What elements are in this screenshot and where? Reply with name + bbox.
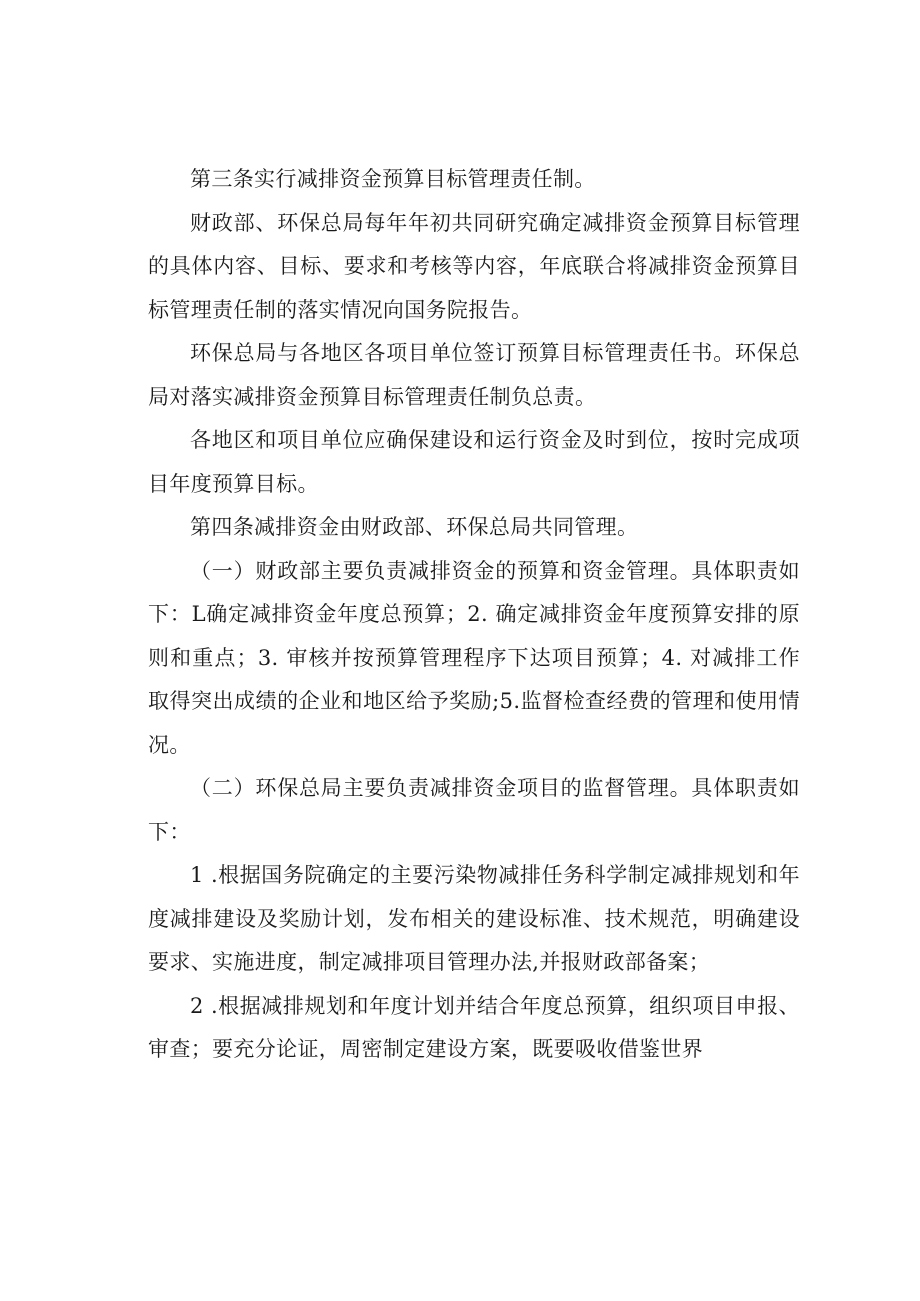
article-3-heading: 第三条实行减排资金预算目标管理责任制。 xyxy=(190,167,596,191)
paragraph-ministry-of-finance-duties: （一）财政部主要负责减排资金的预算和资金管理。具体职责如下：L确定减排资金年度总预算；2. 确定减排资金年度预算安排的原则和重点；3. 审核并按预算管理程序下达项目预算；4. 对减排工作取得突出成绩的企业和地区给予奖励;5.监督检查经费的管理和使用情况。 xyxy=(148,558,800,757)
list-item-2: 2 .根据减排规划和年度计划并结合年度总预算，组织项目申报、审查；要充分论证，周密制定建设方案，既要吸收借鉴世界 xyxy=(148,993,800,1061)
article-4-heading: 第四条减排资金由财政部、环保总局共同管理。 xyxy=(190,515,639,539)
list-item-1: 1 .根据国务院确定的主要污染物减排任务科学制定减排规划和年度减排建设及奖励计划，发布相关的建设标准、技术规范，明确建设要求、实施进度，制定减排项目管理办法,并报财政部备案； xyxy=(148,863,800,974)
paragraph-funding-on-time: 各地区和项目单位应确保建设和运行资金及时到位，按时完成项目年度预算目标。 xyxy=(148,428,800,496)
paragraph-sepa-duties-intro: （二）环保总局主要负责减排资金项目的监督管理。具体职责如下： xyxy=(148,776,800,844)
paragraph-responsibility-letter: 环保总局与各地区各项目单位签订预算目标管理责任书。环保总局对落实减排资金预算目标管理责任制负总责。 xyxy=(148,341,800,409)
document-body xyxy=(148,158,800,1072)
paragraph-annual-responsibility: 财政部、环保总局每年年初共同研究确定减排资金预算目标管理的具体内容、目标、要求和考核等内容，年底联合将减排资金预算目标管理责任制的落实情况向国务院报告。 xyxy=(148,210,800,322)
